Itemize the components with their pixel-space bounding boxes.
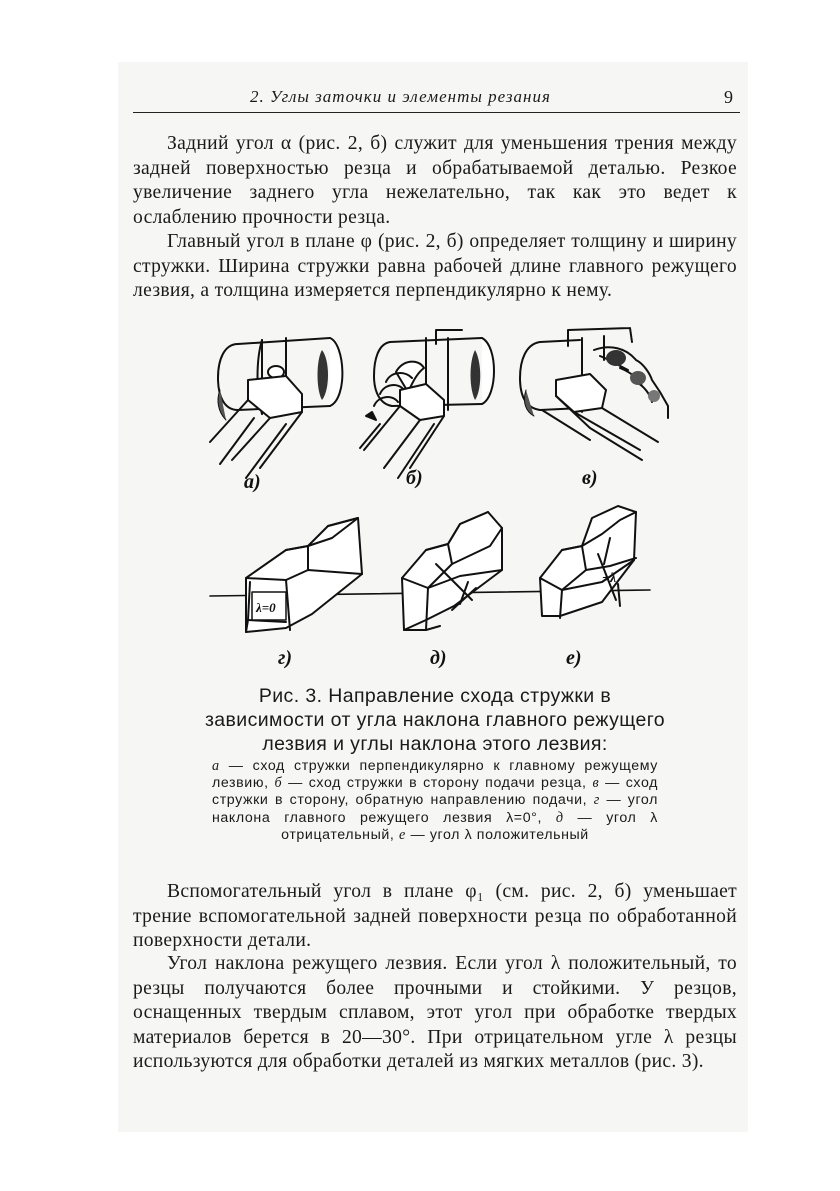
figure-caption-title: Рис. 3. Направление схода стружки в зависимости от угла наклона главного режущего лезвия и углы наклона этого лезвия: <box>204 685 666 755</box>
legend-text-b: — сход стружки в сторону подачи резца, <box>288 775 587 792</box>
legend-key-d: д <box>555 809 564 826</box>
legend-key-a: а <box>212 758 220 774</box>
drawing-d <box>402 512 502 630</box>
figure-3 <box>190 320 680 690</box>
drawing-c <box>520 328 668 460</box>
drawing-a <box>210 338 342 478</box>
drawing-g <box>246 518 362 632</box>
legend-key-b: б <box>274 775 283 792</box>
label-b: б) <box>406 467 423 489</box>
legend-text-g: — угол наклона главного режущего лезвия λ=0°, <box>212 792 658 826</box>
lambda-zero-annotation: λ=0 <box>256 600 276 615</box>
paragraph-main-plan-angle: Главный угол в плане φ (рис. 2, б) определяет толщину и ширину стружки. Ширина стружки равна рабочей длине главного режущего лезвия, а толщина измеряется перпендикулярно к нему. <box>133 231 737 301</box>
label-g: г) <box>278 647 293 669</box>
paragraph-rear-angle: Задний угол α (рис. 2, б) служит для уменьшения трения между задней поверхностью резца и обрабатываемой деталью. Резкое увеличение заднего угла нежелательно, так как это ведет к ослаблению прочности резца. <box>133 133 737 228</box>
legend-text-c: — сход стружки в сторону, обратную направлению подачи, <box>212 775 659 809</box>
legend-key-g: г <box>593 792 600 809</box>
label-d: д) <box>430 647 447 669</box>
legend-text-e: — угол λ положительный <box>410 826 589 843</box>
legend-key-c: в <box>592 775 600 792</box>
header-title: 2. Углы заточки и элементы резания <box>250 87 551 106</box>
drawing-e <box>540 506 636 618</box>
figure-caption-legend <box>212 758 658 844</box>
paragraph-edge-inclination: Угол наклона режущего лезвия. Если угол λ положительный, то резцы получаются более прочными и стойкими. У резцов, оснащенных твердым сплавом, этот угол при обработке твердых материалов берется в 20—30°. При отрицательном угле λ резцы используются для обработки деталей из мягких металлов (рис. 3). <box>133 953 737 1072</box>
legend-text-d: — угол λ отрицательный, <box>281 809 658 843</box>
running-header <box>133 86 740 113</box>
legend-key-e: е <box>399 826 406 843</box>
lambda-positive-annotation: +λ <box>602 571 617 586</box>
page-number: 9 <box>724 87 734 107</box>
legend-text-a: — сход стружки перпендикулярно к главному режущему лезвию, <box>212 758 658 792</box>
label-c: в) <box>582 467 598 489</box>
drawing-b <box>360 330 494 478</box>
paragraph-aux-plan-angle: Вспомогательный угол в плане φ₁ (см. рис. 2, б) уменьшает трение вспомогательной задней поверхности резца по обработанной поверхности детали. <box>133 881 737 951</box>
label-e: е) <box>566 647 582 669</box>
label-a: а) <box>244 471 261 493</box>
